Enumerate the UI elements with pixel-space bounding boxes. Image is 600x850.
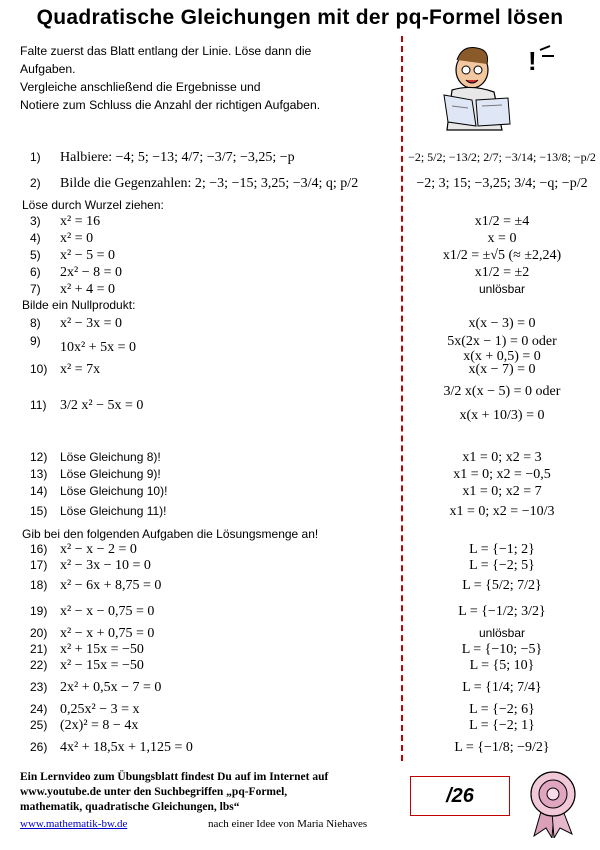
task-text: x² − x + 0,75 = 0 xyxy=(60,626,155,641)
task-text: x² + 15x = −50 xyxy=(60,642,144,657)
task-answer: L = {−1/2; 3/2} xyxy=(458,604,546,619)
task-number: 17) xyxy=(30,558,48,572)
task-answer: x(x + 10/3) = 0 xyxy=(459,408,545,423)
task-answer: L = {−10; −5} xyxy=(461,642,543,657)
award-rosette-icon xyxy=(524,768,582,838)
svg-text:!: ! xyxy=(528,46,537,76)
task-text: Löse Gleichung 9)! xyxy=(60,467,161,481)
task-text: x² − 6x + 8,75 = 0 xyxy=(60,578,162,593)
task-answer: L = {−2; 1} xyxy=(469,718,535,733)
task-text: (2x)² = 8 − 4x xyxy=(60,718,139,733)
task-number: 26) xyxy=(30,740,48,754)
task-text: x² − 15x = −50 xyxy=(60,658,144,673)
task-text: x² − 3x − 10 = 0 xyxy=(60,558,151,573)
task-number: 9) xyxy=(30,334,41,348)
instruction-line: Aufgaben. xyxy=(20,62,76,76)
task-answer: L = {5/2; 7/2} xyxy=(462,578,542,593)
task-answer: x(x + 0,5) = 0 xyxy=(463,349,541,364)
task-answer: L = {1/4; 7/4} xyxy=(462,680,542,695)
task-answer: unlösbar xyxy=(478,626,526,640)
task-answer: x1 = 0; x2 = 3 xyxy=(462,450,542,465)
score-label: /26 xyxy=(446,785,474,807)
video-hint xyxy=(20,770,400,815)
task-number: 7) xyxy=(30,282,41,296)
video-hint-line: Ein Lernvideo zum Übungsblatt findest Du auf im Internet auf xyxy=(20,771,329,783)
task-number: 15) xyxy=(30,504,48,518)
task-text: Bilde die Gegenzahlen: 2; −3; −15; 3,25; −3/4; q; p/2 xyxy=(60,176,359,191)
task-answer: −2; 3; 15; −3,25; 3/4; −q; −p/2 xyxy=(416,176,588,191)
task-number: 4) xyxy=(30,231,41,245)
video-hint-line: www.youtube.de unter den Suchbegriffen „pq-Formel, xyxy=(20,786,288,798)
task-answer: 5x(2x − 1) = 0 oder xyxy=(447,334,557,349)
section-heading: Gib bei den folgenden Aufgaben die Lösungsmenge an! xyxy=(22,527,319,541)
task-number: 13) xyxy=(30,467,48,481)
task-number: 20) xyxy=(30,626,48,640)
task-text: Löse Gleichung 8)! xyxy=(60,450,161,464)
task-number: 14) xyxy=(30,484,48,498)
task-answer: L = {−2; 5} xyxy=(469,558,535,573)
task-answer: L = {5; 10} xyxy=(469,658,535,673)
task-answer: L = {−1; 2} xyxy=(469,542,535,557)
instruction-line: Vergleiche anschließend die Ergebnisse und xyxy=(20,80,261,94)
task-number: 21) xyxy=(30,642,48,656)
task-text: Halbiere: −4; 5; −13; 4/7; −3/7; −3,25; −p xyxy=(60,150,295,165)
task-number: 1) xyxy=(30,150,41,164)
task-answer: x = 0 xyxy=(487,231,517,246)
task-text: x² + 4 = 0 xyxy=(60,282,115,297)
task-number: 11) xyxy=(30,398,47,412)
task-number: 24) xyxy=(30,702,48,716)
task-number: 5) xyxy=(30,248,41,262)
task-text: x² − x − 0,75 = 0 xyxy=(60,604,155,619)
task-text: 2x² − 8 = 0 xyxy=(60,265,122,280)
task-text: Löse Gleichung 10)! xyxy=(60,484,168,498)
task-answer: L = {−1/8; −9/2} xyxy=(454,740,550,755)
task-answer: x1/2 = ±4 xyxy=(474,214,530,229)
task-text: Löse Gleichung 11)! xyxy=(60,504,167,518)
task-answer: L = {−2; 6} xyxy=(469,702,535,717)
task-answer: −2; 5/2; −13/2; 2/7; −3/14; −13/8; −p/2 xyxy=(408,150,596,164)
task-number: 16) xyxy=(30,542,48,556)
task-number: 6) xyxy=(30,265,41,279)
task-answer: x(x − 7) = 0 xyxy=(468,362,536,377)
task-text: 2x² + 0,5x − 7 = 0 xyxy=(60,680,162,695)
task-answer: x1 = 0; x2 = −0,5 xyxy=(453,467,551,482)
task-number: 12) xyxy=(30,450,48,464)
score-box xyxy=(410,776,510,816)
task-answer: x(x − 3) = 0 xyxy=(468,316,536,331)
task-number: 23) xyxy=(30,680,48,694)
task-answer: x1/2 = ±√5 (≈ ±2,24) xyxy=(442,248,562,263)
task-text: x² − 5 = 0 xyxy=(60,248,115,263)
instruction-line: Notiere zum Schluss die Anzahl der richtigen Aufgaben. xyxy=(20,98,321,112)
section-heading: Löse durch Wurzel ziehen: xyxy=(22,198,164,212)
task-number: 8) xyxy=(30,316,41,330)
task-number: 3) xyxy=(30,214,41,228)
instructions xyxy=(20,42,400,114)
task-text: 3/2 x² − 5x = 0 xyxy=(60,398,144,413)
task-answer: unlösbar xyxy=(478,282,526,296)
task-text: 4x² + 18,5x + 1,125 = 0 xyxy=(60,740,193,755)
task-answer: x1 = 0; x2 = 7 xyxy=(462,484,542,499)
video-hint-line: mathematik, quadratische Gleichungen, lbs“ xyxy=(20,801,240,813)
page-title: Quadratische Gleichungen mit der pq-Formel lösen xyxy=(36,6,564,29)
task-number: 2) xyxy=(30,176,41,190)
section-heading: Bilde ein Nullprodukt: xyxy=(22,298,136,312)
task-text: x² = 16 xyxy=(60,214,101,229)
task-number: 19) xyxy=(30,604,48,618)
task-number: 25) xyxy=(30,718,48,732)
task-number: 10) xyxy=(30,362,48,376)
task-text: x² − x − 2 = 0 xyxy=(60,542,137,557)
website-link[interactable]: www.mathematik-bw.de xyxy=(20,818,128,830)
task-text: x² = 7x xyxy=(60,362,101,377)
task-answer: 3/2 x(x − 5) = 0 oder xyxy=(443,384,561,399)
task-number: 22) xyxy=(30,658,48,672)
task-answer: x1 = 0; x2 = −10/3 xyxy=(449,504,555,519)
instruction-line: Falte zuerst das Blatt entlang der Linie. Löse dann die xyxy=(20,44,312,58)
task-text: 0,25x² − 3 = x xyxy=(60,702,140,717)
task-text: x² − 3x = 0 xyxy=(60,316,122,331)
task-number: 18) xyxy=(30,578,48,592)
task-answer: x1/2 = ±2 xyxy=(474,265,530,280)
task-text: x² = 0 xyxy=(60,231,94,246)
fold-line xyxy=(401,36,403,761)
credit-text: nach einer Idee von Maria Niehaves xyxy=(208,818,368,830)
student-reading-illustration xyxy=(432,40,567,135)
task-text: 10x² + 5x = 0 xyxy=(60,340,136,355)
